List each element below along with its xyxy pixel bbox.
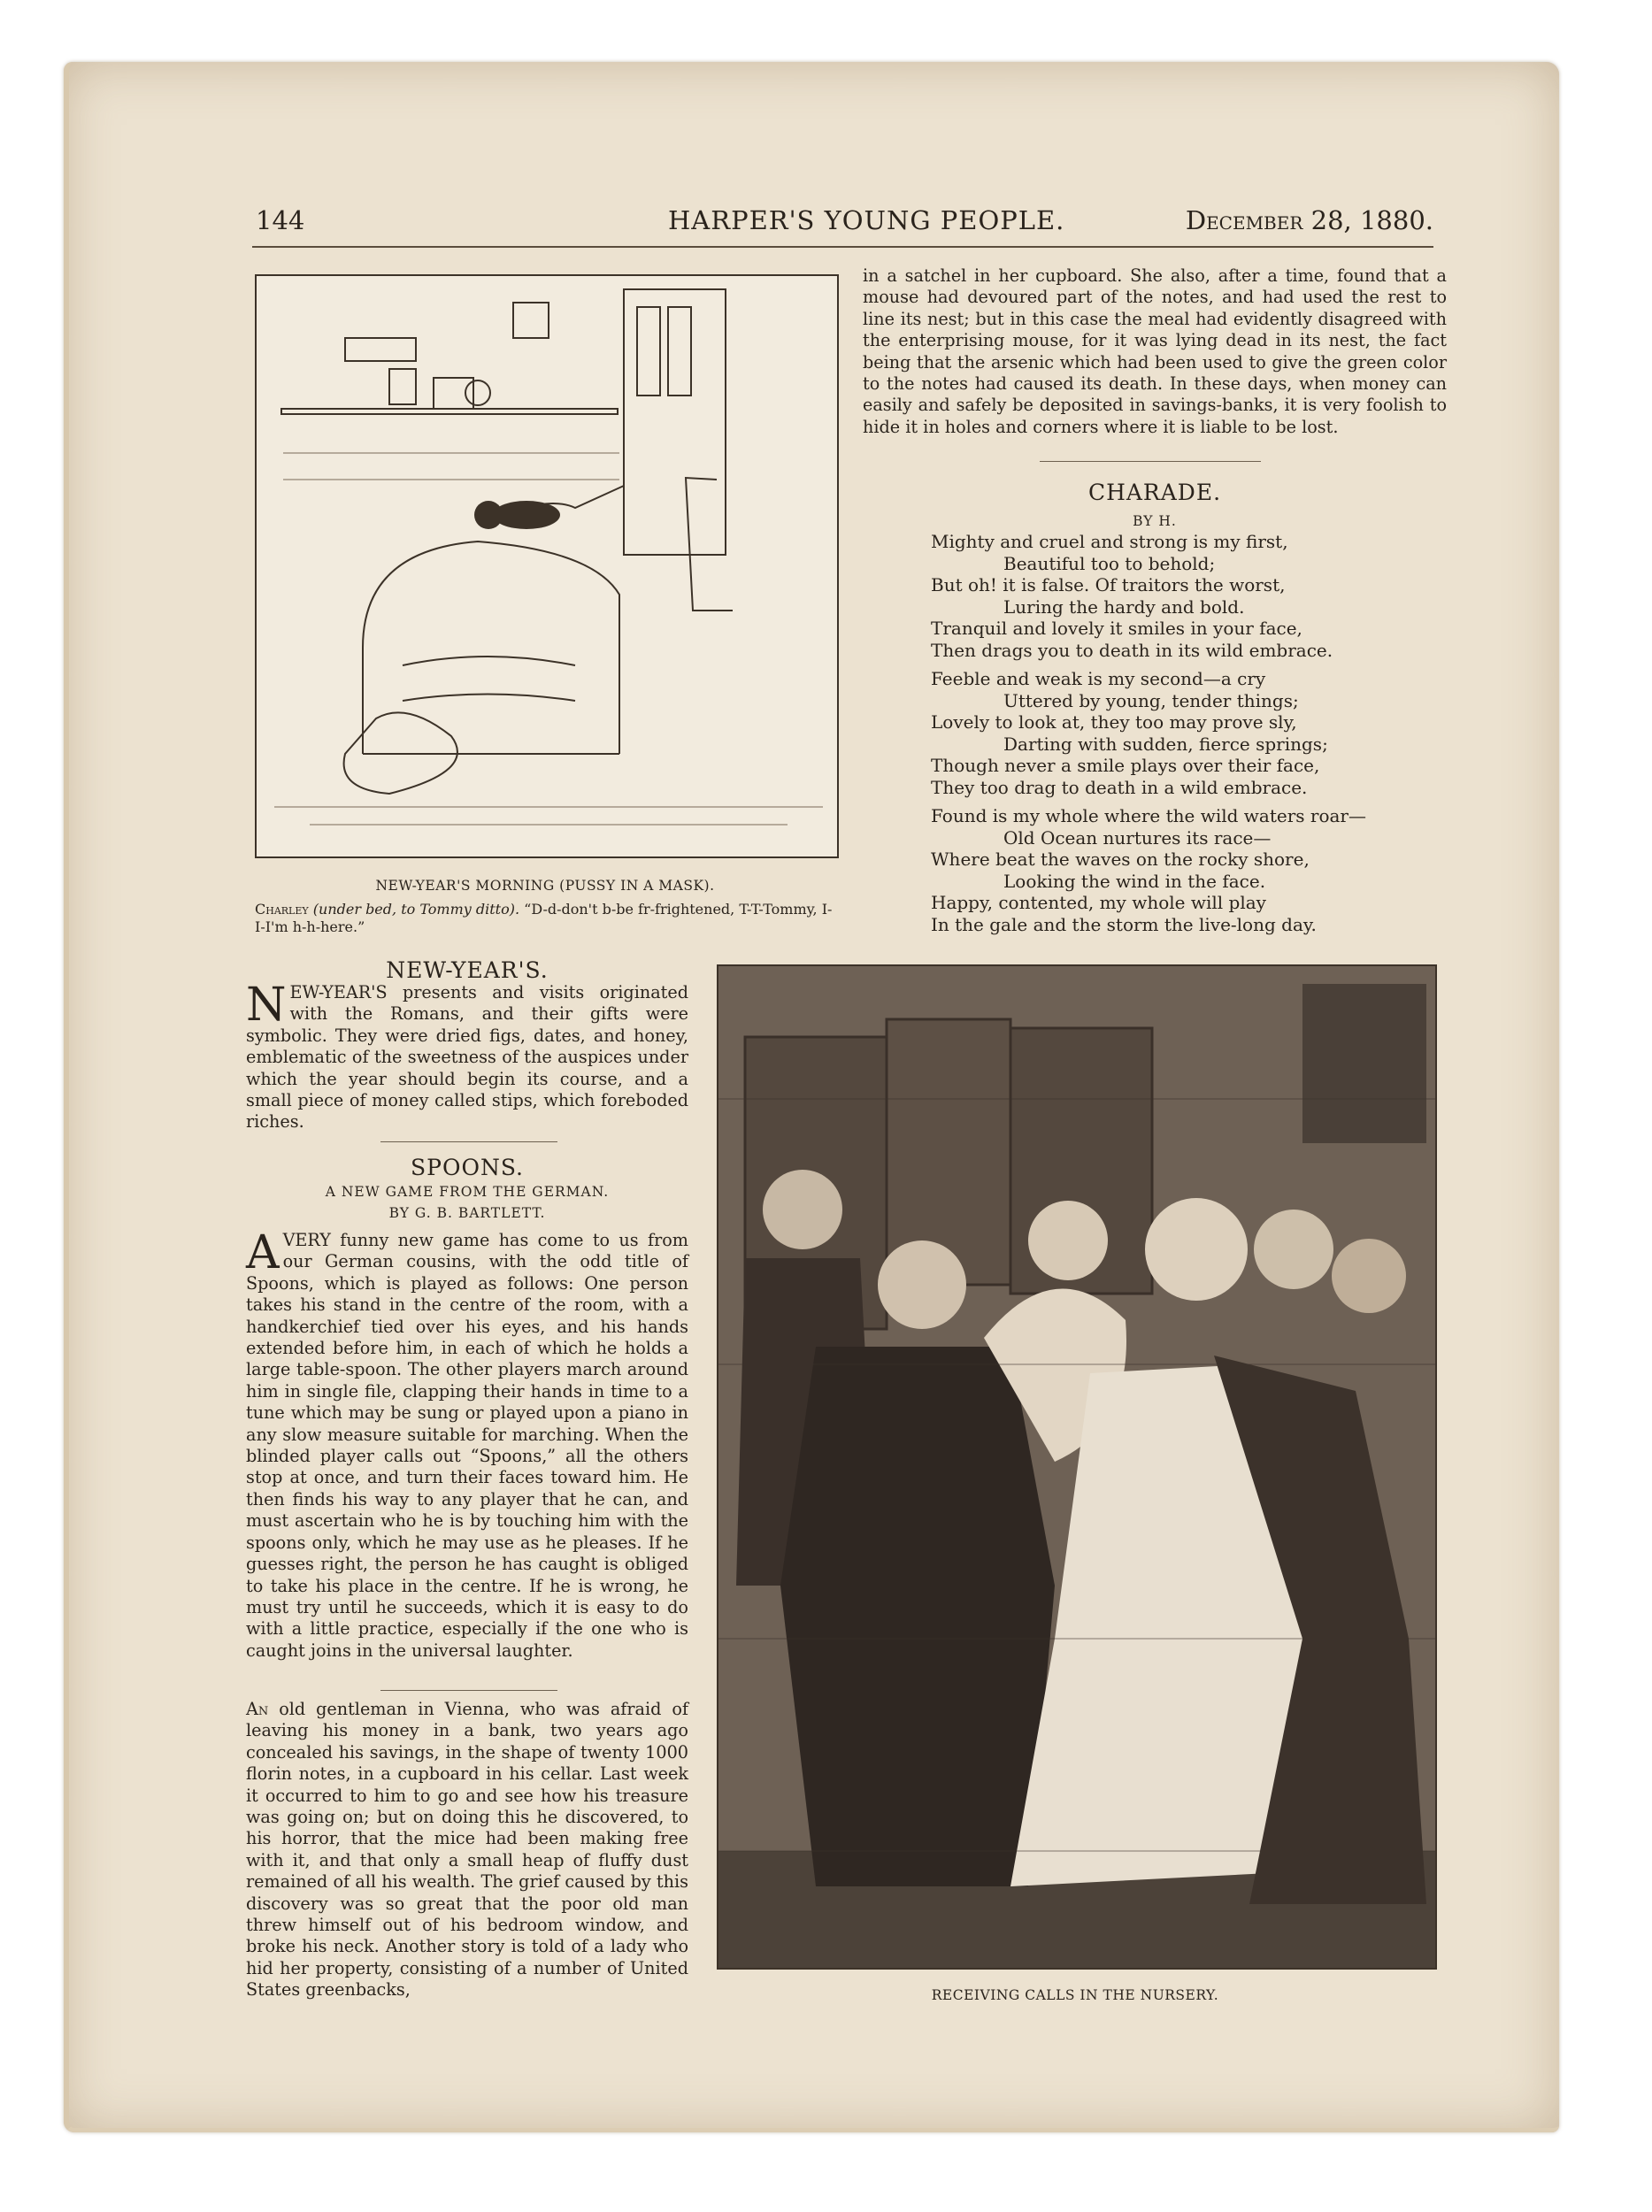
newyears-title: NEW-YEAR'S. [386,957,549,983]
charade-byline: BY H. [1133,513,1177,529]
spoons-article [246,1226,688,1662]
poem-line: But oh! it is false. Of traitors the worst, [931,574,1286,595]
figure2-caption: RECEIVING CALLS IN THE NURSERY. [931,1987,1219,2003]
figure1-credit [255,901,835,936]
dropcap-a: A [246,1226,280,1279]
credit-speaker: Charley [255,901,309,918]
poem-line: Looking the wind in the face. [1003,870,1266,892]
poem-line: Lovely to look at, they too may prove sly, [931,711,1297,733]
charade-poem [931,531,1444,935]
poem-line: Found is my whole where the wild waters roar— [931,805,1366,826]
poem-line: They too drag to death in a wild embrace. [931,776,1308,798]
poem-line: Happy, contented, my whole will play [931,892,1266,913]
poem-line: Tranquil and lovely it smiles in your face, [931,618,1302,639]
page-number: 144 [256,205,305,235]
poem-line: Where beat the waves on the rocky shore, [931,849,1310,870]
illustration-receiving-calls [717,964,1437,1970]
poem-line: Old Ocean nurtures its race— [1003,826,1272,849]
header-rule [252,246,1433,248]
dropcap-n: N [246,979,287,1032]
vienna-lead: An [246,1699,269,1719]
article-continued-top [863,265,1447,438]
credit-quote: “D-d-don't b-be fr-frightened, T-T-Tommy, I-I-I'm h-h-here.” [255,901,833,935]
cat-under-bed-illustration [257,276,837,856]
figure1-caption: NEW-YEAR'S MORNING (PUSSY IN A MASK). [375,878,715,894]
article-continued-text: in a satchel in her cupboard. She also, after a time, found that a mouse had devoured part of the notes, and had used the rest to line its nest; but in this case the meal had evidently disagreed with the enterprising mouse, for it was lying dead in its nest, the fact being that the arsenic which had been used to give the green color to the notes had caused its death. In these days, when money can easily and safely be deposited in savings-banks, it is very foolish to hide it in holes and corners where it is liable to be lost. [863,265,1447,437]
poem-line: Luring the hardy and bold. [1003,595,1245,618]
poem-line: Though never a smile plays over their face, [931,755,1320,776]
stanza-1 [931,531,1444,661]
divider [380,1690,557,1691]
stanza-3 [931,805,1444,935]
poem-line: Mighty and cruel and strong is my first, [931,531,1288,552]
stanza-2 [931,668,1444,798]
divider [380,1141,557,1142]
vienna-text: old gentleman in Vienna, who was afraid of leaving his money in a bank, two years ago concealed his savings, in the shape of twenty 1000 florin notes, in a cupboard in his cellar. Last week it occurred to him to go and see how his treasure was going on; but on doing this he discovered, to his horror, that the mice had been making free with it, and that only a small heap of fluffy dust remained of all his wealth. The grief caused by this discovery was so great that the poor old man threw himself out of his bedroom window, and broke his neck. Another story is told of a lady who hid her property, consisting of a number of United States greenbacks, [246,1699,688,2001]
poem-line: Darting with sudden, fierce springs; [1003,733,1328,755]
credit-direction: (under bed, to Tommy ditto). [312,901,520,918]
children-engraving [718,966,1435,1968]
divider [1040,461,1261,462]
poem-line: Then drags you to death in its wild embrace. [931,639,1333,661]
issue-date: December 28, 1880. [1185,205,1433,235]
poem-line: Feeble and weak is my second—a cry [931,668,1266,689]
illustration-new-years-morning [255,274,839,858]
page-header [252,205,1433,241]
poem-line: Beautiful too to behold; [1003,552,1216,574]
poem-line: Uttered by young, tender things; [1003,689,1299,711]
newyears-text: EW-YEAR'S presents and visits originated with the Romans, and their gifts were symbolic. They were dried figs, dates, and honey, emblematic of the sweetness of the auspices under which the year should begin its course, and a small piece of money called stips, which foreboded riches. [246,982,688,1133]
vienna-article [246,1699,688,2001]
spoons-text: VERY funny new game has come to us from our German cousins, with the odd title of Spoons, which is played as follows: One person takes his stand in the centre of the room, with a handkerchief tied over his eyes, and his hands extended before him, in each of which he holds a large table-spoon. The other players march around him in single file, clapping their hands in time to a tune which may be sung or played upon a piano in any slow measure suitable for marching. When the blinded player calls out “Spoons,” all the others stop at once, and turn their faces toward him. He then finds his way to any player that he can, and must ascertain who he is by touching him with the spoons only, which he may use as he pleases. If he guesses right, the person he has caught is obliged to take his place in the centre. If he is wrong, he must try until he succeeds, which it is easy to do with a little practice, especially if the one who is caught joins in the universal laughter. [246,1230,688,1661]
charade-title: CHARADE. [1087,480,1222,505]
spoons-title: SPOONS. [411,1155,524,1180]
masthead: HARPER'S YOUNG PEOPLE. [668,205,1065,235]
poem-line: In the gale and the storm the live-long day. [931,913,1317,935]
spoons-byline: BY G. B. BARTLETT. [388,1205,546,1221]
newyears-article [246,979,688,1133]
spoons-subtitle: A NEW GAME FROM THE GERMAN. [325,1184,610,1200]
